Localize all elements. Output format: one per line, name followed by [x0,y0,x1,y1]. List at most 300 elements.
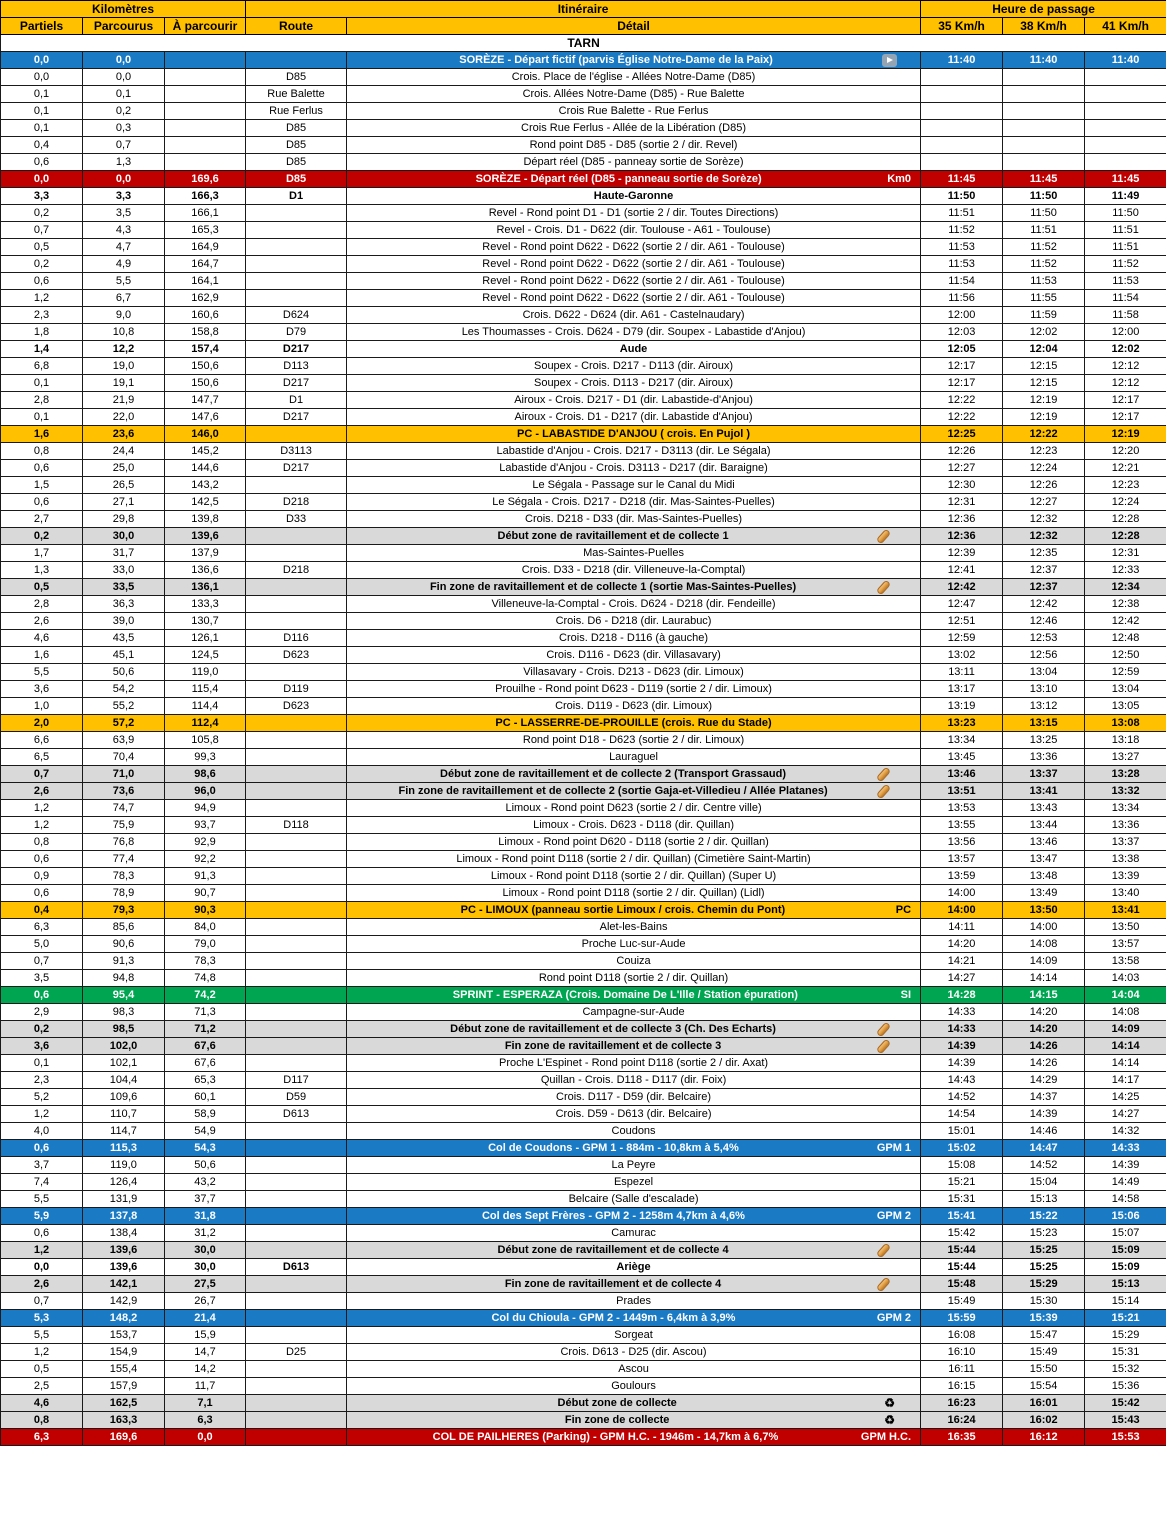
cell-km-parcourus: 142,1 [83,1276,165,1293]
cell-km-parcourus: 98,5 [83,1021,165,1038]
cell-time-35kmh: 13:19 [921,698,1003,715]
cell-time-38kmh: 13:10 [1003,681,1085,698]
cell-km-a-parcourir: 67,6 [165,1055,246,1072]
table-row [1,103,1166,120]
cell-time-35kmh: 16:10 [921,1344,1003,1361]
table-row [1,1293,1166,1310]
detail-text: Crois. Place de l'église - Allées Notre-Dame (D85) [511,70,756,83]
cell-time-35kmh: 16:11 [921,1361,1003,1378]
cell-km-a-parcourir: 126,1 [165,630,246,647]
cell-detail [347,290,921,307]
cell-km-a-parcourir: 139,6 [165,528,246,545]
cell-route [246,52,347,69]
cell-km-partiels: 2,9 [1,1004,83,1021]
table-row [1,358,1166,375]
cell-km-a-parcourir: 119,0 [165,664,246,681]
table-row [1,936,1166,953]
cell-detail [347,749,921,766]
cell-km-partiels: 2,8 [1,596,83,613]
cell-detail [347,205,921,222]
cell-route [246,613,347,630]
table-row [1,1327,1166,1344]
cell-time-41kmh: 11:51 [1085,239,1166,256]
cell-km-parcourus: 138,4 [83,1225,165,1242]
detail-text: Crois. D119 - D623 (dir. Limoux) [555,699,712,712]
table-row [1,800,1166,817]
cell-route: D3113 [246,443,347,460]
cell-time-38kmh: 12:19 [1003,409,1085,426]
cell-time-41kmh: 14:14 [1085,1055,1166,1072]
detail-text: Rond point D118 (sortie 2 / dir. Quillan) [538,971,729,984]
cell-km-a-parcourir: 150,6 [165,358,246,375]
cell-km-partiels: 1,2 [1,1344,83,1361]
cell-time-38kmh: 13:48 [1003,868,1085,885]
cell-detail [347,460,921,477]
detail-text: Espezel [613,1175,654,1188]
cell-km-partiels: 0,6 [1,273,83,290]
cell-km-parcourus: 95,4 [83,987,165,1004]
cell-route [246,885,347,902]
cell-km-partiels: 0,1 [1,103,83,120]
cell-km-a-parcourir: 136,6 [165,562,246,579]
cell-route [246,851,347,868]
table-row [1,1378,1166,1395]
cell-km-parcourus: 27,1 [83,494,165,511]
table-row [1,137,1166,154]
cell-km-a-parcourir: 92,2 [165,851,246,868]
cell-km-parcourus: 102,0 [83,1038,165,1055]
table-row [1,120,1166,137]
cell-km-a-parcourir: 74,8 [165,970,246,987]
cell-km-partiels: 5,9 [1,1208,83,1225]
cell-detail [347,511,921,528]
detail-text: Fin zone de collecte [564,1413,670,1426]
cell-time-38kmh: 16:02 [1003,1412,1085,1429]
detail-text: Limoux - Crois. D623 - D118 (dir. Quillan) [533,818,734,831]
cell-time-38kmh: 14:37 [1003,1089,1085,1106]
cell-time-35kmh: 15:49 [921,1293,1003,1310]
cell-time-41kmh: 15:53 [1085,1429,1166,1446]
cell-detail [347,1174,921,1191]
cell-time-35kmh: 12:27 [921,460,1003,477]
cell-km-parcourus: 131,9 [83,1191,165,1208]
cell-km-parcourus: 110,7 [83,1106,165,1123]
table-body [1,35,1166,1446]
cell-time-35kmh: 14:28 [921,987,1003,1004]
cell-km-parcourus: 79,3 [83,902,165,919]
table-row [1,732,1166,749]
cell-km-parcourus: 169,6 [83,1429,165,1446]
table-row [1,987,1166,1004]
cell-km-partiels: 6,6 [1,732,83,749]
cell-time-41kmh: 12:50 [1085,647,1166,664]
cell-km-a-parcourir [165,120,246,137]
cell-time-38kmh: 12:15 [1003,358,1085,375]
baguette-icon [876,1021,891,1037]
cell-detail [347,1089,921,1106]
cell-km-parcourus: 78,3 [83,868,165,885]
cell-time-35kmh: 12:25 [921,426,1003,443]
cell-km-partiels: 0,1 [1,1055,83,1072]
cell-time-35kmh: 11:51 [921,205,1003,222]
table-row [1,1344,1166,1361]
baguette-icon [876,1038,891,1054]
cell-km-a-parcourir [165,86,246,103]
cell-km-parcourus: 163,3 [83,1412,165,1429]
table-row [1,1174,1166,1191]
cell-route [246,205,347,222]
cell-time-41kmh: 14:08 [1085,1004,1166,1021]
cell-km-partiels: 6,8 [1,358,83,375]
cell-time-41kmh: 13:37 [1085,834,1166,851]
cell-route [246,426,347,443]
col-route: Route [246,18,347,35]
cell-detail [347,1259,921,1276]
cell-time-35kmh: 12:36 [921,511,1003,528]
detail-text: Fin zone de ravitaillement et de collecte 1 (sortie Mas-Saintes-Puelles) [429,580,797,593]
detail-text: SORÈZE - Départ fictif (parvis Église Notre-Dame de la Paix) [459,53,773,66]
cell-time-35kmh: 13:45 [921,749,1003,766]
table-row [1,902,1166,919]
table-row [1,52,1166,69]
cell-km-a-parcourir: 54,9 [165,1123,246,1140]
table-row [1,1429,1166,1446]
baguette-icon [876,1242,891,1258]
cell-km-parcourus: 153,7 [83,1327,165,1344]
cell-detail [347,1344,921,1361]
cell-route: D119 [246,681,347,698]
cell-time-41kmh: 15:14 [1085,1293,1166,1310]
cell-time-38kmh: 13:46 [1003,834,1085,851]
detail-text: Revel - Rond point D622 - D622 (sortie 2 / dir. A61 - Toulouse) [482,274,785,287]
cell-route [246,1157,347,1174]
cell-km-parcourus: 0,0 [83,52,165,69]
cell-route [246,749,347,766]
cell-km-partiels: 4,6 [1,630,83,647]
cell-time-38kmh: 12:37 [1003,579,1085,596]
cell-detail [347,647,921,664]
cell-time-38kmh: 11:52 [1003,239,1085,256]
table-row [1,273,1166,290]
cell-time-38kmh: 14:09 [1003,953,1085,970]
cell-km-a-parcourir: 147,6 [165,409,246,426]
cell-time-38kmh: 14:46 [1003,1123,1085,1140]
cell-km-partiels: 6,3 [1,919,83,936]
detail-text: Soupex - Crois. D217 - D113 (dir. Airoux) [533,359,734,372]
cell-km-a-parcourir [165,52,246,69]
cell-time-38kmh: 12:15 [1003,375,1085,392]
table-row [1,579,1166,596]
cell-km-a-parcourir: 150,6 [165,375,246,392]
cell-km-partiels: 0,1 [1,86,83,103]
cell-time-41kmh: 13:39 [1085,868,1166,885]
cell-km-parcourus: 19,0 [83,358,165,375]
cell-km-a-parcourir: 50,6 [165,1157,246,1174]
cell-time-35kmh: 14:39 [921,1055,1003,1072]
cell-detail [347,1157,921,1174]
header-columns-row [1,18,1166,35]
table-row [1,86,1166,103]
cell-km-partiels: 1,5 [1,477,83,494]
cell-km-partiels: 2,7 [1,511,83,528]
cell-time-41kmh: 13:04 [1085,681,1166,698]
cell-time-35kmh: 13:55 [921,817,1003,834]
detail-text: Prouilhe - Rond point D623 - D119 (sortie 2 / dir. Limoux) [495,682,772,695]
cell-km-a-parcourir: 26,7 [165,1293,246,1310]
cell-time-38kmh: 15:29 [1003,1276,1085,1293]
cell-route: D613 [246,1106,347,1123]
cell-km-partiels: 3,3 [1,188,83,205]
cell-route: D25 [246,1344,347,1361]
detail-text: Limoux - Rond point D620 - D118 (sortie 2 / dir. Quillan) [498,835,769,848]
cell-detail [347,528,921,545]
cell-km-parcourus: 148,2 [83,1310,165,1327]
cell-time-38kmh: 13:50 [1003,902,1085,919]
cell-time-38kmh: 11:55 [1003,290,1085,307]
cell-detail [347,1395,921,1412]
cell-route [246,273,347,290]
table-row [1,171,1166,188]
cell-km-partiels: 0,1 [1,409,83,426]
cell-time-38kmh: 14:14 [1003,970,1085,987]
detail-text: SPRINT - ESPERAZA (Crois. Domaine De L'Ille / Station épuration) [452,988,798,1001]
cell-detail [347,681,921,698]
detail-text: Crois. D613 - D25 (dir. Ascou) [560,1345,707,1358]
cell-km-partiels: 5,5 [1,1191,83,1208]
cell-time-41kmh: 11:51 [1085,222,1166,239]
cell-km-parcourus: 139,6 [83,1242,165,1259]
cell-km-a-parcourir: 158,8 [165,324,246,341]
cell-time-41kmh: 13:58 [1085,953,1166,970]
cell-time-41kmh: 12:24 [1085,494,1166,511]
table-row [1,409,1166,426]
cell-detail [347,1004,921,1021]
cell-km-partiels: 0,6 [1,154,83,171]
detail-text: Rond point D85 - D85 (sortie 2 / dir. Revel) [529,138,738,151]
cell-time-41kmh: 12:42 [1085,613,1166,630]
cell-km-parcourus: 26,5 [83,477,165,494]
cell-detail [347,239,921,256]
cell-time-38kmh: 15:50 [1003,1361,1085,1378]
detail-text: PC - LABASTIDE D'ANJOU ( crois. En Pujol ) [517,427,751,440]
cell-detail [347,1242,921,1259]
cell-km-parcourus: 0,2 [83,103,165,120]
detail-text: Le Ségala - Crois. D217 - D218 (dir. Mas-Saintes-Puelles) [492,495,775,508]
cell-km-partiels: 0,4 [1,902,83,919]
table-row [1,1412,1166,1429]
cell-time-38kmh: 13:37 [1003,766,1085,783]
cell-detail [347,817,921,834]
detail-text: Début zone de ravitaillement et de collecte 3 (Ch. Des Echarts) [450,1022,776,1035]
cell-detail [347,1191,921,1208]
cell-route [246,953,347,970]
cell-km-partiels: 0,7 [1,766,83,783]
cell-time-38kmh: 12:42 [1003,596,1085,613]
cell-time-41kmh: 13:34 [1085,800,1166,817]
cell-route [246,222,347,239]
cell-km-a-parcourir: 78,3 [165,953,246,970]
table-row [1,868,1166,885]
table-row [1,1106,1166,1123]
cell-time-35kmh: 14:11 [921,919,1003,936]
cell-detail [347,851,921,868]
cell-detail [347,732,921,749]
cell-km-a-parcourir: 37,7 [165,1191,246,1208]
cell-route [246,902,347,919]
cell-time-35kmh: 11:53 [921,256,1003,273]
cell-detail [347,766,921,783]
cell-time-35kmh: 16:35 [921,1429,1003,1446]
cell-time-41kmh: 12:23 [1085,477,1166,494]
detail-text: Airoux - Crois. D217 - D1 (dir. Labastide-d'Anjou) [514,393,753,406]
cell-detail [347,1225,921,1242]
cell-km-partiels: 0,1 [1,120,83,137]
cell-km-a-parcourir: 147,7 [165,392,246,409]
detail-text: Départ réel (D85 - panneay sortie de Sorèze) [523,155,744,168]
cell-km-parcourus: 77,4 [83,851,165,868]
cell-km-parcourus: 6,7 [83,290,165,307]
cell-time-38kmh: 13:15 [1003,715,1085,732]
cell-time-35kmh: 12:42 [921,579,1003,596]
cell-time-41kmh: 14:04 [1085,987,1166,1004]
cell-route: D217 [246,375,347,392]
cell-km-parcourus: 162,5 [83,1395,165,1412]
cell-km-partiels: 0,2 [1,205,83,222]
cell-time-38kmh [1003,120,1085,137]
cell-route: D85 [246,154,347,171]
detail-text: Le Ségala - Passage sur le Canal du Midi [532,478,735,491]
cell-detail [347,800,921,817]
cell-time-35kmh: 12:00 [921,307,1003,324]
cell-time-38kmh: 15:30 [1003,1293,1085,1310]
cell-time-38kmh: 14:29 [1003,1072,1085,1089]
cell-route [246,1276,347,1293]
cell-km-parcourus: 109,6 [83,1089,165,1106]
cell-time-38kmh: 12:27 [1003,494,1085,511]
cell-time-41kmh: 11:53 [1085,273,1166,290]
cell-km-parcourus: 57,2 [83,715,165,732]
table-row [1,919,1166,936]
table-row [1,953,1166,970]
cell-route [246,545,347,562]
col-speed-35: 35 Km/h [921,18,1003,35]
cell-time-38kmh: 12:32 [1003,511,1085,528]
cell-route [246,579,347,596]
baguette-icon [876,766,891,782]
play-icon [882,54,897,67]
table-row [1,545,1166,562]
table-row [1,1089,1166,1106]
cell-time-41kmh [1085,120,1166,137]
detail-text: Crois. D6 - D218 (dir. Laurabuc) [555,614,712,627]
cell-time-35kmh: 14:54 [921,1106,1003,1123]
cell-route: D113 [246,358,347,375]
cell-time-35kmh: 16:08 [921,1327,1003,1344]
cell-time-38kmh: 12:24 [1003,460,1085,477]
col-detail: Détail [347,18,921,35]
table-row [1,647,1166,664]
detail-text: Revel - Rond point D622 - D622 (sortie 2 / dir. A61 - Toulouse) [482,240,785,253]
col-partiels: Partiels [1,18,83,35]
baguette-icon [876,579,891,595]
table-row [1,970,1166,987]
cell-km-a-parcourir: 27,5 [165,1276,246,1293]
cell-km-partiels: 4,6 [1,1395,83,1412]
header-heure-de-passage: Heure de passage [921,1,1166,18]
cell-time-35kmh: 11:56 [921,290,1003,307]
cell-time-38kmh: 14:26 [1003,1055,1085,1072]
cell-time-38kmh: 14:26 [1003,1038,1085,1055]
cell-km-partiels: 5,0 [1,936,83,953]
cell-km-partiels: 0,8 [1,1412,83,1429]
detail-text: La Peyre [611,1158,656,1171]
cell-km-a-parcourir: 21,4 [165,1310,246,1327]
cell-detail [347,1055,921,1072]
cell-time-38kmh: 11:40 [1003,52,1085,69]
cell-km-a-parcourir: 6,3 [165,1412,246,1429]
cell-km-partiels: 2,8 [1,392,83,409]
baguette-icon [876,1276,891,1292]
cell-route [246,1242,347,1259]
cell-km-parcourus: 104,4 [83,1072,165,1089]
cell-km-a-parcourir: 30,0 [165,1242,246,1259]
detail-text: Airoux - Crois. D1 - D217 (dir. Labastide d'Anjou) [514,410,753,423]
cell-time-41kmh: 13:40 [1085,885,1166,902]
cell-route: D217 [246,409,347,426]
cell-detail [347,783,921,800]
cell-km-partiels: 1,2 [1,290,83,307]
table-row [1,613,1166,630]
cell-time-38kmh: 14:52 [1003,1157,1085,1174]
cell-time-38kmh: 12:23 [1003,443,1085,460]
cell-time-41kmh: 12:33 [1085,562,1166,579]
cell-time-35kmh: 13:34 [921,732,1003,749]
table-row [1,1191,1166,1208]
cell-time-41kmh: 11:40 [1085,52,1166,69]
detail-tag: GPM 1 [876,1141,912,1154]
cell-km-parcourus: 154,9 [83,1344,165,1361]
cell-time-38kmh: 15:22 [1003,1208,1085,1225]
cell-route [246,596,347,613]
cell-time-35kmh: 13:11 [921,664,1003,681]
cell-km-a-parcourir: 31,8 [165,1208,246,1225]
cell-km-partiels: 1,6 [1,647,83,664]
cell-route [246,766,347,783]
cell-km-parcourus: 31,7 [83,545,165,562]
cell-route: D623 [246,647,347,664]
cell-time-35kmh [921,86,1003,103]
cell-time-38kmh: 12:22 [1003,426,1085,443]
cell-route: D624 [246,307,347,324]
detail-text: Fin zone de ravitaillement et de collecte 3 [504,1039,722,1052]
cell-route [246,1310,347,1327]
cell-time-41kmh: 11:49 [1085,188,1166,205]
cell-detail [347,392,921,409]
cell-km-partiels: 5,5 [1,664,83,681]
cell-km-parcourus: 33,0 [83,562,165,579]
cell-km-parcourus: 9,0 [83,307,165,324]
cell-time-41kmh: 11:58 [1085,307,1166,324]
detail-text: Villasavary - Crois. D213 - D623 (dir. Limoux) [523,665,744,678]
cell-detail [347,171,921,188]
cell-km-a-parcourir: 11,7 [165,1378,246,1395]
cell-route: D85 [246,137,347,154]
cell-time-38kmh: 15:13 [1003,1191,1085,1208]
cell-km-parcourus: 39,0 [83,613,165,630]
cell-detail [347,256,921,273]
cell-detail [347,324,921,341]
cell-km-a-parcourir: 114,4 [165,698,246,715]
